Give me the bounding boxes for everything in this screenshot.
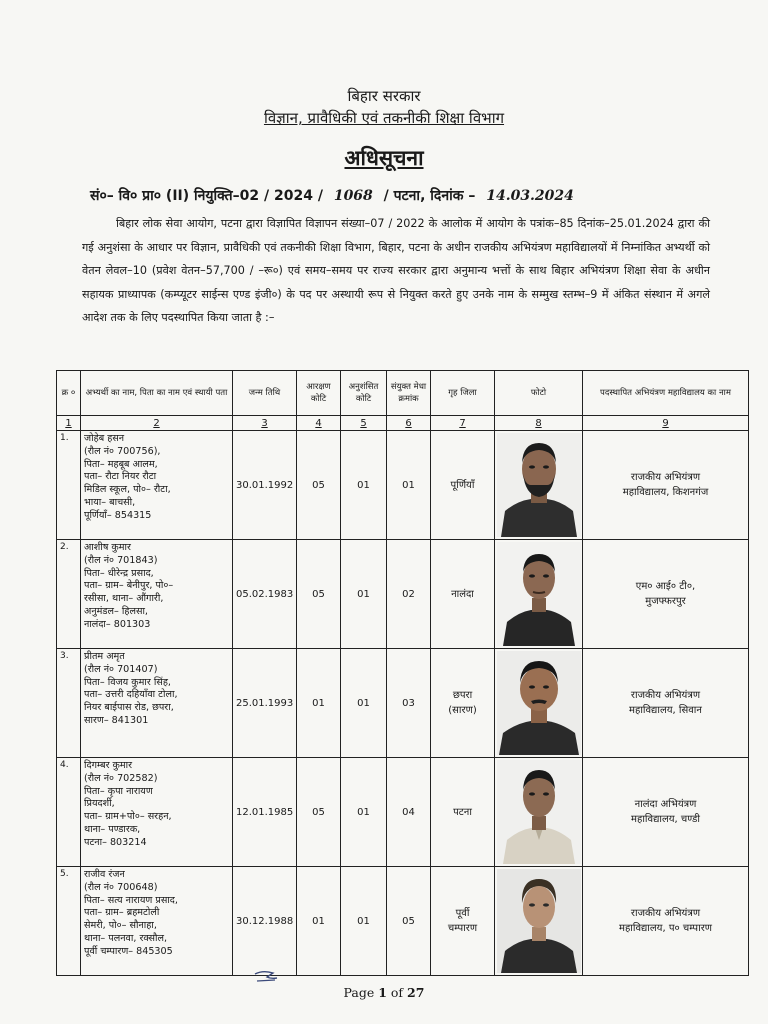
candidate-photo bbox=[495, 758, 583, 867]
column-number-row bbox=[57, 416, 749, 431]
candidate-photo bbox=[495, 431, 583, 540]
serial-number: 5. bbox=[57, 867, 81, 976]
notification-title: अधिसूचना bbox=[344, 146, 424, 170]
posting-institute: राजकीय अभियंत्रण महाविद्यालय, सिवान bbox=[583, 649, 749, 758]
posting-institute: राजकीय अभियंत्रण महाविद्यालय, प० चम्पारण bbox=[583, 867, 749, 976]
candidate-details: राजीव रंजन (रौल नं० 700648) पिता– सत्य नारायण प्रसाद, पता– ग्राम– ब्रहमटोली सेमरी, पो०– सौनाहा, थाना– पलनवा, रक्सौल, पूर्वी चम्पारण– 845305 bbox=[81, 867, 233, 976]
col-num: 4 bbox=[297, 416, 341, 431]
header-recommended: अनुशंसित कोटि bbox=[341, 371, 387, 416]
reservation-category: 05 bbox=[297, 431, 341, 540]
merit-rank: 02 bbox=[387, 540, 431, 649]
home-district: पूर्णियाँ bbox=[431, 431, 495, 540]
candidate-photo bbox=[495, 867, 583, 976]
reference-prefix: सं०– वि० प्रा० (II) नियुक्ति–02 / 2024 / bbox=[90, 188, 323, 204]
table-row bbox=[57, 431, 749, 540]
header-photo: फोटो bbox=[495, 371, 583, 416]
recommended-category: 01 bbox=[341, 649, 387, 758]
reference-place: / पटना, दिनांक – bbox=[383, 188, 476, 204]
header-dob: जन्म तिथि bbox=[233, 371, 297, 416]
table-row bbox=[57, 867, 749, 976]
col-num: 2 bbox=[81, 416, 233, 431]
col-num: 3 bbox=[233, 416, 297, 431]
posting-institute: राजकीय अभियंत्रण महाविद्यालय, किशनगंज bbox=[583, 431, 749, 540]
header-district: गृह जिला bbox=[431, 371, 495, 416]
header-merit: संयुक्त मेधा क्रमांक bbox=[387, 371, 431, 416]
reservation-category: 05 bbox=[297, 758, 341, 867]
department-name: विज्ञान, प्रावैधिकी एवं तकनीकी शिक्षा विभाग bbox=[263, 109, 505, 127]
reservation-category: 05 bbox=[297, 540, 341, 649]
initial-mark bbox=[253, 968, 279, 984]
date-of-birth: 12.01.1985 bbox=[233, 758, 297, 867]
candidate-photo bbox=[495, 540, 583, 649]
col-num: 9 bbox=[583, 416, 749, 431]
serial-number: 4. bbox=[57, 758, 81, 867]
col-num: 6 bbox=[387, 416, 431, 431]
header-details: अभ्यर्थी का नाम, पिता का नाम एवं स्थायी पता bbox=[81, 371, 233, 416]
date-of-birth: 25.01.1993 bbox=[233, 649, 297, 758]
notification-body: बिहार लोक सेवा आयोग, पटना द्वारा विज्ञापित विज्ञापन संख्या–07 / 2022 के आलोक में आयोग के पत्रांक–85 दिनांक–25.01.2024 द्वारा की गई अनुशंसा के आधार पर विज्ञान, प्रावैधिकी एवं तकनीकी शिक्षा विभाग, बिहार, पटना के अधीन राजकीय अभियंत्रण महाविद्यालयों में निम्नांकित अभ्यर्थी को वेतन लेवल–10 (प्रवेश वेतन–57,700 / –रू०) एवं समय–समय पर राज्य सरकार द्वारा अनुमान्य भत्तों के साथ बिहार अभियंत्रण शिक्षा सेवा के अधीन सहायक प्राध्यापक (कम्प्यूटर साईन्स एण्ड इंजी०) के पद पर अस्थायी रूप से नियुक्त करते हुए उनके नाम के सम्मुख स्तम्भ–9 में अंकित संस्थान में अगले आदेश तक के लिए पदस्थापित किया जाता है :– bbox=[82, 217, 710, 324]
merit-rank: 05 bbox=[387, 867, 431, 976]
reference-number: 1068 bbox=[333, 188, 373, 204]
recommended-category: 01 bbox=[341, 758, 387, 867]
table-row bbox=[57, 540, 749, 649]
serial-number: 2. bbox=[57, 540, 81, 649]
reservation-category: 01 bbox=[297, 867, 341, 976]
portrait-image bbox=[497, 651, 581, 755]
candidate-details: जोहेब हसन (रौल नं० 700756), पिता– महबूब आलम, पता– रौटा नियर रौटा मिडिल स्कूल, पो०– रौटा, भाया– बाचसी, पूर्णियाँ– 854315 bbox=[81, 431, 233, 540]
government-name: बिहार सरकार bbox=[347, 87, 421, 105]
date-of-birth: 30.12.1988 bbox=[233, 867, 297, 976]
col-num: 8 bbox=[495, 416, 583, 431]
appointment-table bbox=[56, 370, 749, 976]
portrait-image bbox=[497, 542, 581, 646]
table-row bbox=[57, 649, 749, 758]
merit-rank: 03 bbox=[387, 649, 431, 758]
page-total: 27 bbox=[407, 985, 425, 1000]
recommended-category: 01 bbox=[341, 540, 387, 649]
reference-line bbox=[90, 186, 580, 205]
merit-rank: 01 bbox=[387, 431, 431, 540]
serial-number: 1. bbox=[57, 431, 81, 540]
posting-institute: नालंदा अभियंत्रण महाविद्यालय, चण्डी bbox=[583, 758, 749, 867]
candidate-details: दिगम्बर कुमार (रौल नं० 702582) पिता– कृपा नारायण प्रियदर्शी, पता– ग्राम+पो०– सरहन, थाना– पण्डारक, पटना– 803214 bbox=[81, 758, 233, 867]
col-num: 5 bbox=[341, 416, 387, 431]
home-district: छपरा (सारण) bbox=[431, 649, 495, 758]
portrait-image bbox=[497, 433, 581, 537]
page-footer: Page 1 of 27 bbox=[343, 985, 425, 1000]
table-row bbox=[57, 758, 749, 867]
home-district: पटना bbox=[431, 758, 495, 867]
table-header-row bbox=[57, 371, 749, 416]
serial-number: 3. bbox=[57, 649, 81, 758]
portrait-image bbox=[497, 869, 581, 973]
recommended-category: 01 bbox=[341, 867, 387, 976]
col-num: 7 bbox=[431, 416, 495, 431]
date-of-birth: 05.02.1983 bbox=[233, 540, 297, 649]
home-district: पूर्वी चम्पारण bbox=[431, 867, 495, 976]
home-district: नालंदा bbox=[431, 540, 495, 649]
portrait-image bbox=[497, 760, 581, 864]
reference-date: 14.03.2024 bbox=[486, 188, 574, 204]
reservation-category: 01 bbox=[297, 649, 341, 758]
candidate-photo bbox=[495, 649, 583, 758]
page-current: 1 bbox=[378, 985, 387, 1000]
posting-institute: एम० आई० टी०, मुजफ्फरपुर bbox=[583, 540, 749, 649]
candidate-details: आशीष कुमार (रौल नं० 701843) पिता– धीरेन्द्र प्रसाद, पता– ग्राम– बेनीपुर, पो०– रसीसा, थाना– औंगारी, अनुमंडल– हिलसा, नालंदा– 801303 bbox=[81, 540, 233, 649]
recommended-category: 01 bbox=[341, 431, 387, 540]
candidate-details: प्रीतम अमृत (रौल नं० 701407) पिता– विजय कुमार सिंह, पता– उत्तरी दहियाँवा टोला, नियर बाईपास रोड, छपरा, सारण– 841301 bbox=[81, 649, 233, 758]
date-of-birth: 30.01.1992 bbox=[233, 431, 297, 540]
col-num: 1 bbox=[57, 416, 81, 431]
merit-rank: 04 bbox=[387, 758, 431, 867]
header-reservation: आरक्षण कोटि bbox=[297, 371, 341, 416]
header-sno: क्र ० bbox=[57, 371, 81, 416]
header-institute: पदस्थापित अभियंत्रण महाविद्यालय का नाम bbox=[583, 371, 749, 416]
